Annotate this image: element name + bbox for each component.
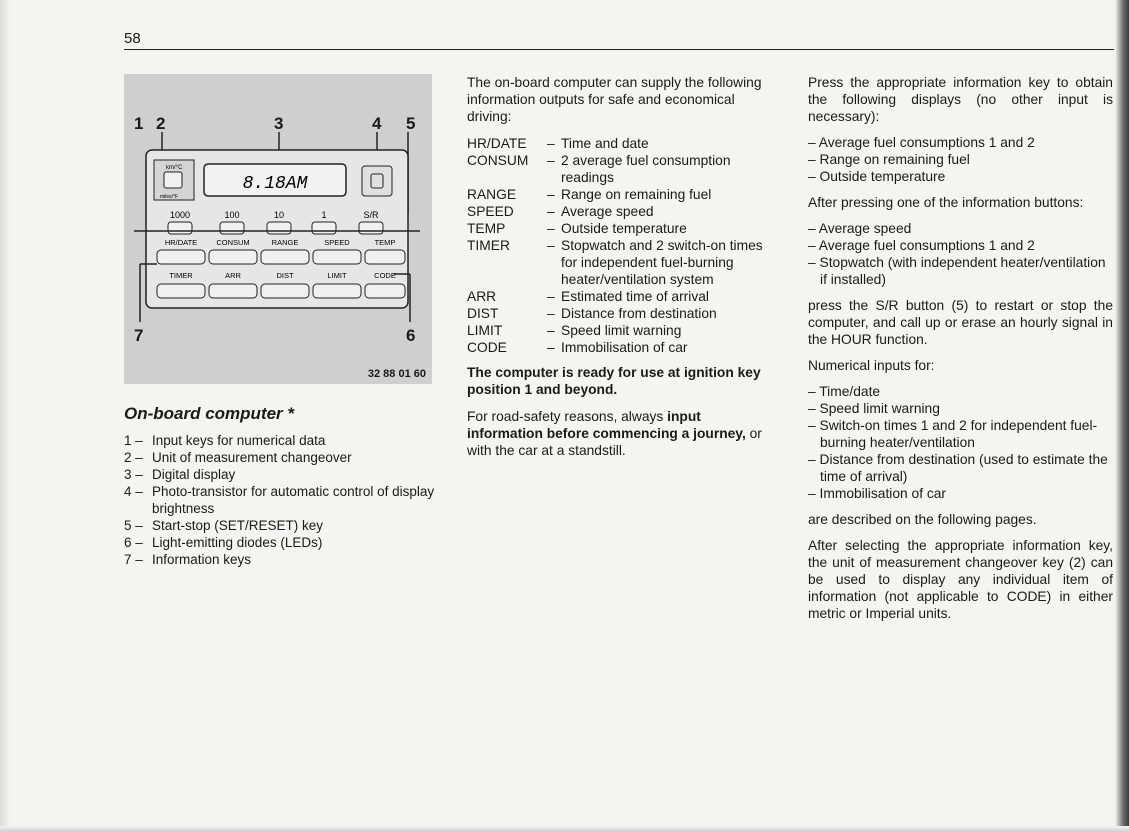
callout-7: 7 xyxy=(134,326,144,345)
definition-row: RANGE – Range on remaining fuel xyxy=(467,187,712,202)
page-edge-shadow-bottom xyxy=(0,826,1129,832)
legend-item: 3 – Digital display xyxy=(124,467,236,482)
definition-row: TEMP – Outside temperature xyxy=(467,221,687,236)
key-label-1: 1 xyxy=(321,210,327,220)
callout-6: 6 xyxy=(406,326,416,345)
photo-transistor xyxy=(362,166,392,196)
definition-row: HR/DATE – Time and date xyxy=(467,136,649,151)
right-paragraph-3: press the S/R button (5) to restart or stop the computer, and call up or erase an hourly signal in the HOUR function. xyxy=(808,298,1113,347)
right-column xyxy=(808,74,1113,631)
ready-notice: The computer is ready for use at ignition key position 1 and beyond. xyxy=(467,365,761,397)
key-label-hr-date: HR/DATE xyxy=(164,238,198,247)
unit-label-bottom: miles/°F xyxy=(160,194,179,200)
section-title: On-board computer * xyxy=(124,404,295,423)
key-label-100: 100 xyxy=(224,210,240,220)
list-item: – Average fuel consumptions 1 and 2 xyxy=(808,135,1035,150)
key-label-arr: ARR xyxy=(225,271,241,280)
info-keys-row-2 xyxy=(157,284,405,298)
info-keys-row-1 xyxy=(157,250,405,264)
legend-item: 1 – Input keys for numerical data xyxy=(124,433,326,448)
legend-list xyxy=(124,432,444,568)
key-label-temp: TEMP xyxy=(374,238,396,247)
numerical-inputs-list xyxy=(808,383,1113,502)
key-label-consum: CONSUM xyxy=(216,238,250,247)
button-display-list xyxy=(808,220,1113,288)
key-label-10: 10 xyxy=(273,210,285,220)
key-label-1000: 1000 xyxy=(169,210,191,220)
callout-1: 1 xyxy=(134,114,144,133)
unit-key xyxy=(164,172,182,188)
list-item: – Time/date xyxy=(808,384,881,399)
legend-item: 7 – Information keys xyxy=(124,552,252,567)
right-paragraph-6: After selecting the appropriate information key, the unit of measurement changeover key (2) can be used to display any individual item of information (not applicable to CODE) in either metric or Imperial units. xyxy=(808,538,1113,621)
key-label-dist: DIST xyxy=(276,271,294,280)
callout-5: 5 xyxy=(406,114,416,133)
definition-row: SPEED – Average speed xyxy=(467,204,654,219)
computer-illustration xyxy=(124,74,432,384)
list-item: – Distance from destination (used to estimate the time of arrival) xyxy=(808,452,1108,484)
list-item: – Outside temperature xyxy=(808,169,946,184)
list-item: – Range on remaining fuel xyxy=(808,152,970,167)
definition-row: TIMER – Stopwatch and 2 switch-on times for independent fuel-burning heater/ventilation system xyxy=(467,238,763,287)
page-number: 58 xyxy=(124,30,141,47)
header-rule xyxy=(124,49,1114,50)
key-label-limit: LIMIT xyxy=(327,271,347,280)
key-label-range: RANGE xyxy=(271,238,299,247)
right-paragraph-2: After pressing one of the information buttons: xyxy=(808,195,1084,210)
page-edge-shadow-right xyxy=(1115,0,1129,832)
list-item: – Average fuel consumptions 1 and 2 xyxy=(808,238,1035,253)
key-label-speed: SPEED xyxy=(324,238,350,247)
key-label-timer: TIMER xyxy=(169,271,193,280)
legend-item: 2 – Unit of measurement changeover xyxy=(124,450,352,465)
legend-item: 6 – Light-emitting diodes (LEDs) xyxy=(124,535,323,550)
definition-row: LIMIT – Speed limit warning xyxy=(467,323,682,338)
list-item: – Speed limit warning xyxy=(808,401,940,416)
key-label-code: CODE xyxy=(374,271,396,280)
right-paragraph-1: Press the appropriate information key to obtain the following displays (no other input is necessary): xyxy=(808,75,1113,124)
callout-3: 3 xyxy=(274,114,284,133)
list-item: – Average speed xyxy=(808,221,912,236)
function-definitions xyxy=(467,135,775,356)
definition-row: CODE – Immobilisation of car xyxy=(467,340,688,355)
definition-row: CONSUM – 2 average fuel consumption readings xyxy=(467,153,731,185)
legend-item: 4 – Photo-transistor for automatic control of display brightness xyxy=(124,484,435,516)
legend-item: 5 – Start-stop (SET/RESET) key xyxy=(124,518,324,533)
right-paragraph-5: are described on the following pages. xyxy=(808,512,1037,527)
list-item: – Switch-on times 1 and 2 for independent fuel-burning heater/ventilation xyxy=(808,418,1098,450)
display-reading: 8.18AM xyxy=(242,174,308,194)
right-paragraph-4: Numerical inputs for: xyxy=(808,358,935,373)
callout-2: 2 xyxy=(156,114,166,133)
figure-code: 32 88 01 60 xyxy=(367,368,426,380)
unit-label-top: km/°C xyxy=(166,165,183,171)
list-item: – Stopwatch (with independent heater/ventilation if installed) xyxy=(808,255,1106,287)
display-list xyxy=(808,134,1113,185)
key-label-sr: S/R xyxy=(363,210,379,220)
middle-column xyxy=(467,74,775,469)
list-item: – Immobilisation of car xyxy=(808,486,947,501)
definition-row: DIST – Distance from destination xyxy=(467,306,717,321)
page-edge-shadow-left xyxy=(0,0,10,832)
intro-paragraph: The on-board computer can supply the following information outputs for safe and economical driving: xyxy=(467,75,762,124)
safety-notice: For road-safety reasons, always input information before commencing a journey, or with the car at a standstill. xyxy=(467,409,762,458)
definition-row: ARR – Estimated time of arrival xyxy=(467,289,709,304)
callout-4: 4 xyxy=(372,114,382,133)
